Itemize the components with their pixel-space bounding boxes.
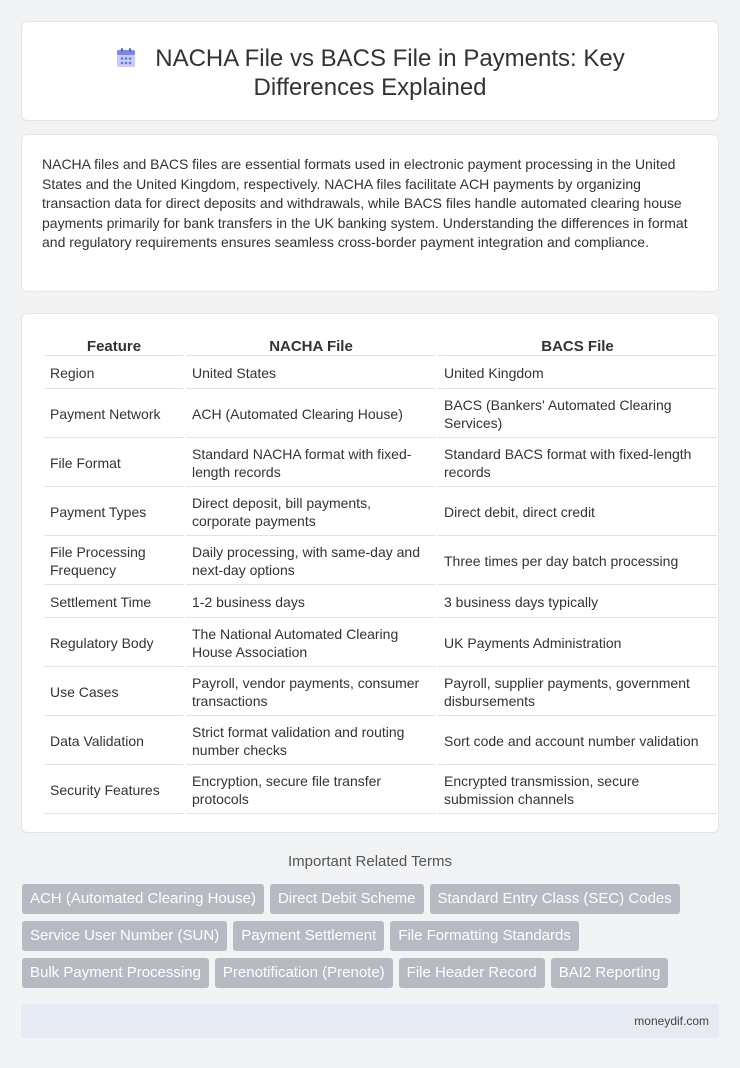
header-nacha: NACHA File: [186, 334, 436, 356]
feature-cell: Region: [44, 358, 184, 389]
related-term-tag[interactable]: Bulk Payment Processing: [22, 958, 209, 988]
header-bacs: BACS File: [438, 334, 717, 356]
related-term-tag[interactable]: Prenotification (Prenote): [215, 958, 393, 988]
title-card: [21, 21, 719, 121]
nacha-cell: Payroll, vendor payments, consumer transactions: [186, 669, 436, 716]
related-term-tag[interactable]: File Header Record: [399, 958, 545, 988]
bacs-cell: Payroll, supplier payments, government disbursements: [438, 669, 717, 716]
related-term-tag[interactable]: Service User Number (SUN): [22, 921, 227, 951]
table-row: [44, 538, 717, 585]
table-row: [44, 620, 717, 667]
feature-cell: Security Features: [44, 767, 184, 814]
tag-row: [22, 921, 722, 951]
related-term-tag[interactable]: BAI2 Reporting: [551, 958, 669, 988]
table-row: [44, 587, 717, 618]
nacha-cell: Standard NACHA format with fixed-length records: [186, 440, 436, 487]
table-row: [44, 391, 717, 438]
bacs-cell: Sort code and account number validation: [438, 718, 717, 765]
nacha-cell: ACH (Automated Clearing House): [186, 391, 436, 438]
nacha-cell: The National Automated Clearing House Association: [186, 620, 436, 667]
nacha-cell: Encryption, secure file transfer protocols: [186, 767, 436, 814]
bacs-cell: 3 business days typically: [438, 587, 717, 618]
tag-row: [22, 958, 722, 988]
calendar-icon: [115, 47, 137, 69]
nacha-cell: Strict format validation and routing number checks: [186, 718, 436, 765]
intro-card: [21, 134, 719, 292]
related-term-tag[interactable]: ACH (Automated Clearing House): [22, 884, 264, 914]
feature-cell: Settlement Time: [44, 587, 184, 618]
footer: [21, 1004, 719, 1038]
tag-row: [22, 884, 722, 914]
table-row: [44, 358, 717, 389]
footer-site-link[interactable]: moneydif.com: [634, 1014, 709, 1028]
header-feature: Feature: [44, 334, 184, 356]
comparison-card: [21, 313, 719, 833]
related-term-tag[interactable]: Direct Debit Scheme: [270, 884, 424, 914]
table-row: [44, 767, 717, 814]
bacs-cell: BACS (Bankers' Automated Clearing Services): [438, 391, 717, 438]
feature-cell: Payment Types: [44, 489, 184, 536]
intro-paragraph: NACHA files and BACS files are essential formats used in electronic payment processing in the United States and the United Kingdom, respectively. NACHA files facilitate ACH payments by organizing transaction data for direct deposits and withdrawals, while BACS files handle automated clearing house payments primarily for bank transfers in the UK banking system. Understanding the differences in format and regulatory requirements ensures seamless cross-border payment integration and compliance.: [42, 156, 688, 250]
bacs-cell: Direct debit, direct credit: [438, 489, 717, 536]
table-row: [44, 669, 717, 716]
page-title: [52, 44, 688, 102]
bacs-cell: United Kingdom: [438, 358, 717, 389]
nacha-cell: Daily processing, with same-day and next-day options: [186, 538, 436, 585]
bacs-cell: UK Payments Administration: [438, 620, 717, 667]
related-terms-title: Important Related Terms: [288, 853, 452, 870]
bacs-cell: Standard BACS format with fixed-length records: [438, 440, 717, 487]
feature-cell: Payment Network: [44, 391, 184, 438]
related-term-tag[interactable]: Standard Entry Class (SEC) Codes: [430, 884, 680, 914]
bacs-cell: Three times per day batch processing: [438, 538, 717, 585]
table-row: [44, 718, 717, 765]
feature-cell: Regulatory Body: [44, 620, 184, 667]
feature-cell: Use Cases: [44, 669, 184, 716]
bacs-cell: Encrypted transmission, secure submission channels: [438, 767, 717, 814]
feature-cell: File Format: [44, 440, 184, 487]
page-title-text: NACHA File vs BACS File in Payments: Key Differences Explained: [155, 45, 625, 101]
comparison-table: [42, 332, 719, 816]
feature-cell: Data Validation: [44, 718, 184, 765]
related-term-tag[interactable]: Payment Settlement: [233, 921, 384, 951]
nacha-cell: United States: [186, 358, 436, 389]
table-row: [44, 489, 717, 536]
nacha-cell: 1-2 business days: [186, 587, 436, 618]
related-terms-list: [22, 884, 722, 995]
related-term-tag[interactable]: File Formatting Standards: [390, 921, 579, 951]
nacha-cell: Direct deposit, bill payments, corporate payments: [186, 489, 436, 536]
table-header-row: [44, 334, 717, 356]
feature-cell: File Processing Frequency: [44, 538, 184, 585]
table-row: [44, 440, 717, 487]
